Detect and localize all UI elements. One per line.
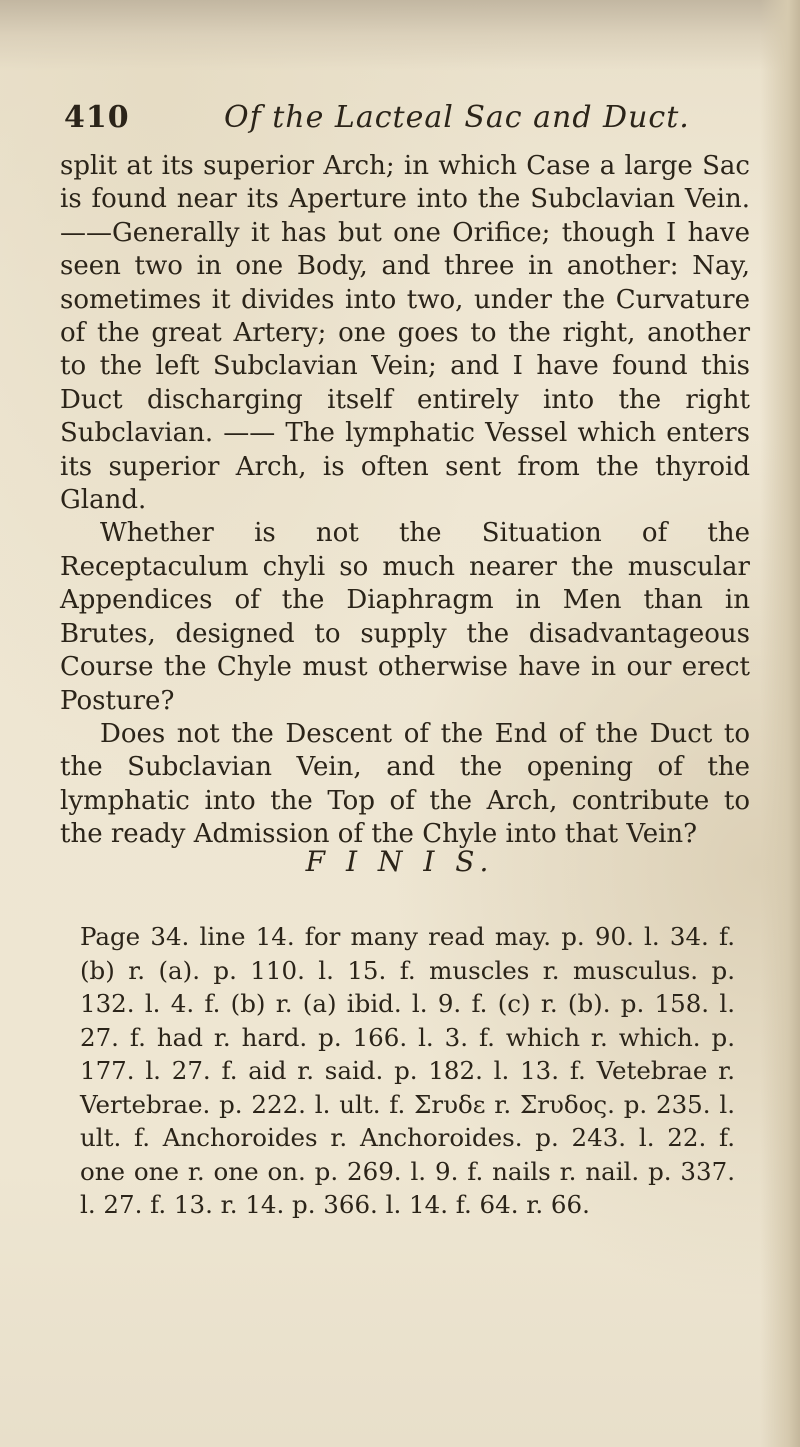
errata-list: Page 34. line 14. for many read may. p. 90. l. 34. f. (b) r. (a). p. 110. l. 15. f. muscles r. musculus. p. 132. l. 4. f. (b) r. (a) ibid. l. 9. f. (c) r. (b). p. 158. l. 27. f. had r. hard. p. 166. l. 3. f. which r. which. p. 177. l. 27. f. aid r. said. p. 182. l. 13. f. Vetebrae r. Vertebrae. p. 222. l. ult. f. Σrυδε r. Σrυδος. p. 235. l. ult. f. Anchoroides r. Anchoroides. p. 243. l. 22. f. one one r. one on. p. 269. l. 9. f. nails r. nail. p. 337. l. 27. f. 13. r. 14. p. 366. l. 14. f. 64. r. 66. bbox=[80, 922, 735, 1219]
page-header bbox=[64, 100, 744, 150]
paragraph: split at its superior Arch; in which Case a large Sac is found near its Aperture into the Subclavian Vein.——Generally it has but one Orifice; though I have seen two in one Body, and three in another: Nay, sometimes it divides into two, under the Curvature of the great Artery; one goes to the right, another to the left Subclavian Vein; and I have found this Duct discharging itself entirely into the right Subclavian. —— The lymphatic Vessel which enters its superior Arch, is often sent from the thyroid Gland. bbox=[60, 151, 750, 516]
running-title: Of the Lacteal Sac and Duct. bbox=[224, 100, 690, 135]
paragraph: Whether is not the Situation of the Receptaculum chyli so much nearer the muscular Appendices of the Diaphragm in Men than in Brutes, designed to supply the disadvantageous Course the Chyle must otherwise have in our erect Posture? bbox=[60, 518, 750, 716]
page-top-edge bbox=[0, 0, 800, 70]
finis-heading: F I N I S. bbox=[305, 845, 495, 878]
page-right-edge bbox=[760, 0, 800, 1447]
page-number: 410 bbox=[64, 100, 130, 135]
paragraph: Does not the Descent of the End of the Duct to the Subclavian Vein, and the opening of the lymphatic into the Top of the Arch, contribute to the ready Admission of the Chyle into that Vein? bbox=[60, 718, 750, 850]
body-text bbox=[60, 150, 750, 852]
